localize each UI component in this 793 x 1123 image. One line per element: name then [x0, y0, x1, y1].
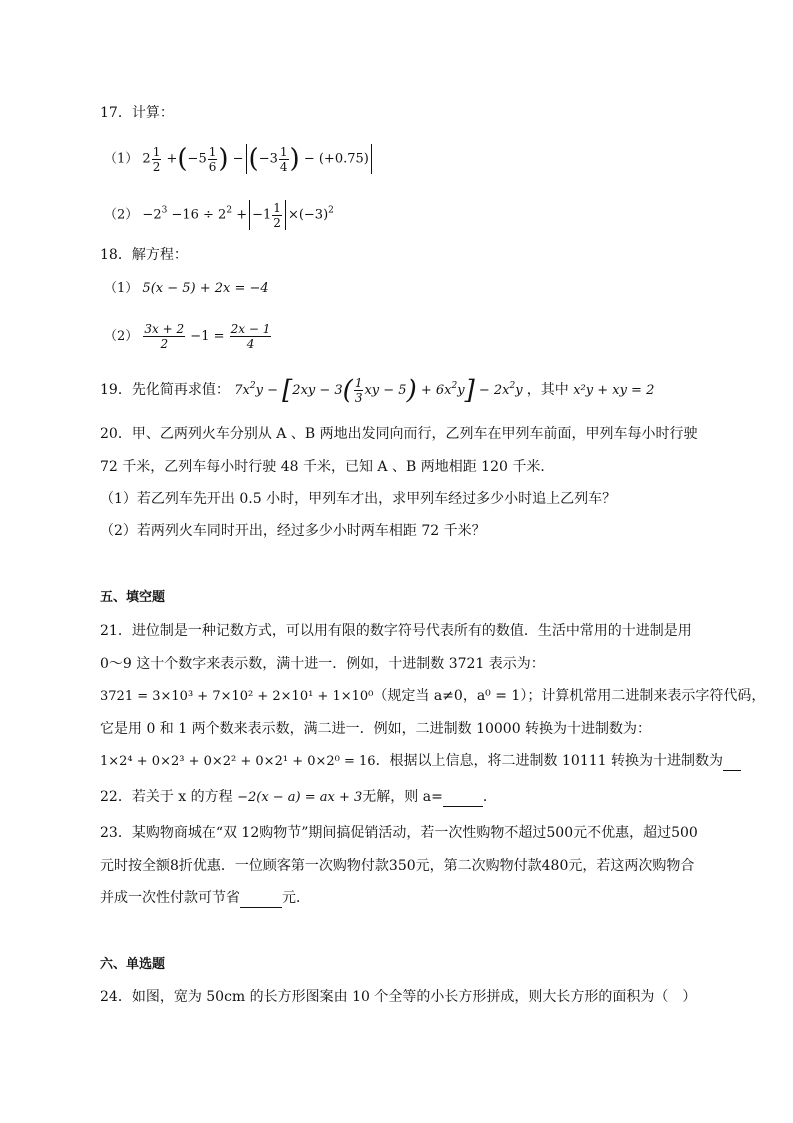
q17-title: 17．计算： [100, 105, 174, 121]
q22-prefix: 22．若关于 x 的方程 [100, 789, 233, 805]
q21-line2: 0～9 这十个数字来表示数，满十进一．例如，十进制数 3721 表示为： [100, 656, 545, 672]
mixed-whole: 2 [142, 151, 151, 167]
q20-part1: （1）若乙列车先开出 0.5 小时，甲列车才出，求甲列车经过多少小时追上乙列车？ [100, 491, 617, 507]
q21-line3 [100, 687, 765, 706]
q19-expression: $7x^2y - [2xy - 3$( $\frac{1}{3}$ xy − $5) + 6x^2y] - 2x^2y$ [234, 375, 527, 406]
q23-line2: 元时按全额8折优惠．一位顾客第一次购物付款350元，第二次购物付款480元，若这两次购物合 [100, 858, 695, 874]
q21-decimal-expansion: 3721 = 3×10³ + 7×10² + 2×10¹ + 1×10⁰ [100, 689, 374, 704]
q17-part2: $(2) -2^3 -16 \div 2^2 + -1$ $\frac{1}{2}$ $\times(-3)^2$ [104, 200, 334, 230]
q19-middle: ，其中 [526, 382, 569, 398]
q24-line1: 24．如图，宽为 50cm 的长方形图案由 10 个全等的小长方形拼成，则大长方形的面积为（ ） [100, 989, 697, 1005]
answer-blank[interactable] [443, 788, 483, 807]
q22-equation: −2(x − a) = ax + 3 [237, 790, 363, 805]
q20-part2: （2）若两列火车同时开出，经过多少小时两车相距 72 千米？ [100, 523, 486, 539]
q19-condition: x²y + xy = 2 [573, 383, 655, 398]
q18-part2: （2） $\frac{3x + 2}{2}$ −1 = $\frac{2x - 1}{4}$ [104, 322, 271, 351]
q18-part1 [104, 280, 269, 298]
abs-bar-left [246, 144, 247, 174]
section-6-title: 六、单选题 [100, 957, 166, 972]
q19 [100, 376, 654, 405]
q23-line3: 并成一次性付款可节省 元． [100, 890, 310, 906]
q23-line1: 23．某购物商城在“双 12购物节”期间搞促销活动，若一次性购物不超过500元不优惠，超过500 [100, 825, 698, 841]
q18-title: 18．解方程： [100, 247, 188, 263]
q21-line3-text: （规定当 a≠0，a⁰ = 1）；计算机常用二进制来表示字符代码， [373, 688, 766, 704]
section-5-title: 五、填空题 [100, 590, 166, 605]
q18-part2-label: （2） [104, 329, 139, 344]
q17-part1-label: （1） [104, 151, 139, 167]
fraction: $\frac{1}{2}$ [152, 144, 161, 174]
equation: 5(x − 5) + 2x = −4 [142, 281, 269, 296]
q22-suffix: 无解，则 a= [362, 789, 443, 805]
abs-bar-right [371, 144, 372, 174]
q22: 22．若关于 x 的方程 −2(x − a) = ax + 3无解，则 a= ． [100, 789, 497, 805]
q21-line5-text: ．根据以上信息，将二进制数 10111 转换为十进制数为 [375, 753, 723, 769]
q17-part1: （1） 2 $\frac{1}{2}$ +(−5 $\frac{1}{6}$ ) − (−3 $\frac{1}{4}$ ) − (+0.75) [104, 144, 374, 174]
q20-line2: 72 千米，乙列车每小时行驶 48 千米，已知 A 、B 两地相距 120 千米． [100, 459, 555, 475]
q21-line1: 21．进位制是一种记数方式，可以用有限的数字符号代表所有的数值．生活中常用的十进制是用 [100, 623, 692, 639]
q21-line4: 它是用 0 和 1 两个数来表示数，满二进一．例如，二进制数 10000 转换为十进制数为： [100, 721, 652, 737]
answer-blank[interactable] [723, 752, 741, 771]
q17-part2-label: （2） [104, 207, 139, 223]
q20-line1: 20．甲、乙两列火车分别从 A 、B 两地出发同向而行，乙列车在甲列车前面，甲列车每小时行驶 [100, 426, 698, 442]
answer-blank[interactable] [240, 889, 282, 908]
q19-prefix: 19．先化简再求值： [100, 382, 230, 398]
q18-part1-label: （1） [104, 281, 139, 296]
q21-line5 [100, 752, 741, 771]
q21-binary-expansion: 1×2⁴ + 0×2³ + 0×2² + 0×2¹ + 0×2⁰ = 16 [100, 754, 376, 769]
